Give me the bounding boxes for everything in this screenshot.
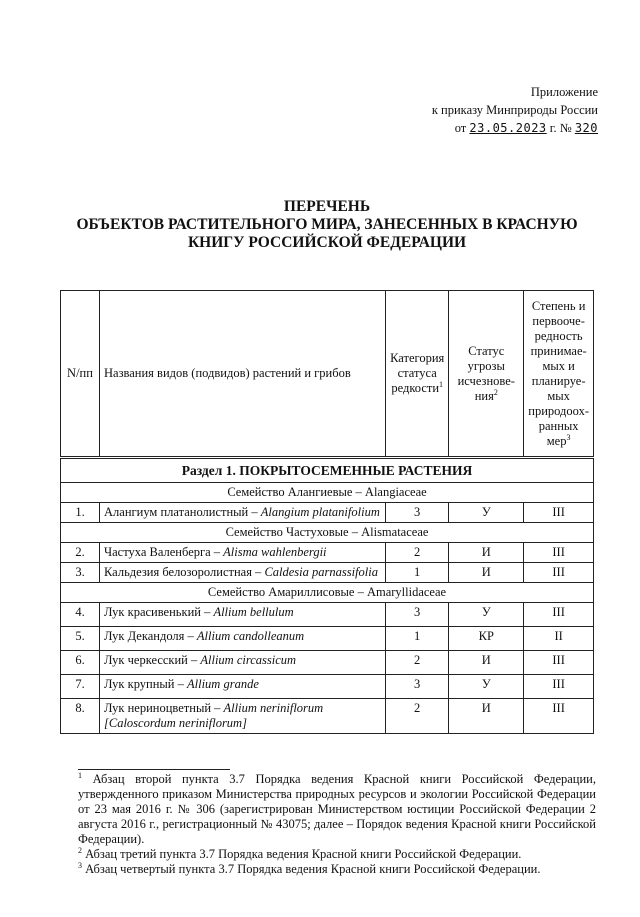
- species-table: [60, 290, 594, 734]
- table-header-row: [61, 291, 594, 458]
- category-cell: 1: [386, 563, 449, 583]
- category-cell: 3: [386, 503, 449, 523]
- title-line-2: ОБЪЕКТОВ РАСТИТЕЛЬНОГО МИРА, ЗАНЕСЕННЫХ В КРАСНУЮ: [76, 216, 578, 233]
- family-alismataceae: Семейство Частуховые – Alismataceae: [61, 523, 594, 543]
- table-row: [61, 563, 594, 583]
- footnote-2-text: Абзац третий пункта 3.7 Порядка ведения Красной книги Российской Федерации.: [85, 847, 522, 861]
- approval-line-1: Приложение: [530, 85, 598, 99]
- family-row: [61, 483, 594, 503]
- table-row: [61, 675, 594, 699]
- footnote-ref-3: 3: [566, 432, 571, 442]
- year-suffix: г.: [549, 121, 557, 135]
- species-name-ru: Лук Декандоля –: [104, 629, 194, 643]
- degree-cell: III: [524, 543, 594, 563]
- species-synonym: [Caloscordum neriniflorum]: [104, 716, 247, 730]
- status-cell: И: [449, 699, 524, 734]
- category-cell: 3: [386, 603, 449, 627]
- species-name: [100, 503, 386, 523]
- species-name-ru: Алангиум платанолистный –: [104, 505, 258, 519]
- header-num: N/пп: [61, 291, 100, 458]
- row-num: 7.: [61, 675, 100, 699]
- species-name-lat: Allium bellulum: [213, 605, 294, 619]
- row-num: 4.: [61, 603, 100, 627]
- header-category: [386, 291, 449, 458]
- status-cell: У: [449, 603, 524, 627]
- family-row: [61, 523, 594, 543]
- table-row: [61, 627, 594, 651]
- row-num: 6.: [61, 651, 100, 675]
- footnote-1: [78, 772, 596, 847]
- species-name-lat: Caldesia parnassifolia: [264, 565, 378, 579]
- degree-cell: II: [524, 627, 594, 651]
- degree-cell: III: [524, 603, 594, 627]
- document-title: [60, 198, 594, 252]
- category-cell: 2: [386, 543, 449, 563]
- footnote-1-text: Абзац второй пункта 3.7 Порядка ведения Красной книги Российской Федерации, утвержденного приказом Министерства природных ресурсов и экологии Российской Федерации от 23 мая 2016 г. № 306 (зарегистрирован Министерством юстиции Российской Федерации 2 августа 2016 г., регистрационный № 43075; далее – Порядок ведения Красной книги Российской Федерации).: [78, 772, 596, 846]
- section-title: Раздел 1. ПОКРЫТОСЕМЕННЫЕ РАСТЕНИЯ: [61, 458, 594, 483]
- footnote-3: [78, 862, 596, 877]
- footnote-1-mark: 1: [78, 770, 82, 780]
- species-name-ru: Лук красивенький –: [104, 605, 211, 619]
- family-row: [61, 583, 594, 603]
- row-num: 1.: [61, 503, 100, 523]
- table-row: [61, 603, 594, 627]
- footnote-3-text: Абзац четвертый пункта 3.7 Порядка ведения Красной книги Российской Федерации.: [85, 862, 541, 876]
- row-num: 3.: [61, 563, 100, 583]
- species-name: [100, 543, 386, 563]
- title-line-1: ПЕРЕЧЕНЬ: [283, 198, 371, 215]
- row-num: 8.: [61, 699, 100, 734]
- row-num: 2.: [61, 543, 100, 563]
- table-row: [61, 503, 594, 523]
- degree-cell: III: [524, 699, 594, 734]
- status-cell: КР: [449, 627, 524, 651]
- header-status: [449, 291, 524, 458]
- species-name: [100, 627, 386, 651]
- status-cell: У: [449, 503, 524, 523]
- degree-cell: III: [524, 563, 594, 583]
- species-name-ru: Лук черкесский –: [104, 653, 198, 667]
- species-name-lat: Alisma wahlenbergii: [223, 545, 327, 559]
- date-prefix: от: [454, 121, 467, 135]
- species-name: [100, 603, 386, 627]
- footnote-2: [78, 847, 596, 862]
- handwritten-number: 320: [574, 121, 598, 135]
- species-name: [100, 699, 386, 734]
- degree-cell: III: [524, 503, 594, 523]
- header-name: Названия видов (подвидов) растений и грибов: [100, 291, 386, 458]
- number-prefix: №: [559, 121, 572, 135]
- row-num: 5.: [61, 627, 100, 651]
- species-name: [100, 563, 386, 583]
- status-cell: У: [449, 675, 524, 699]
- family-alangiaceae: Семейство Алангиевые – Alangiaceae: [61, 483, 594, 503]
- category-cell: 2: [386, 651, 449, 675]
- status-cell: И: [449, 543, 524, 563]
- species-name-ru: Кальдезия белозоролистная –: [104, 565, 262, 579]
- species-name-lat: Allium grande: [187, 677, 259, 691]
- header-degree: [524, 291, 594, 458]
- species-name: [100, 651, 386, 675]
- footnotes: [78, 772, 596, 877]
- species-name-lat: Allium circassicum: [200, 653, 297, 667]
- status-cell: И: [449, 563, 524, 583]
- degree-cell: III: [524, 675, 594, 699]
- header-category-text: Категория статуса редкости: [390, 351, 445, 395]
- category-cell: 3: [386, 675, 449, 699]
- table-row: [61, 699, 594, 734]
- species-name-ru: Лук крупный –: [104, 677, 184, 691]
- approval-date-line: [432, 119, 598, 137]
- status-cell: И: [449, 651, 524, 675]
- table-row: [61, 651, 594, 675]
- species-name: [100, 675, 386, 699]
- footnote-2-mark: 2: [78, 845, 82, 855]
- species-name-lat: Allium neriniflorum: [223, 701, 324, 715]
- species-name-ru: Лук нериноцветный –: [104, 701, 221, 715]
- footnote-3-mark: 3: [78, 860, 82, 870]
- species-name-lat: Allium candolleanum: [196, 629, 305, 643]
- footnote-ref-1: 1: [439, 379, 444, 389]
- handwritten-date: 23.05.2023: [469, 121, 547, 135]
- approval-line-2: к приказу Минприроды России: [431, 103, 598, 117]
- degree-cell: III: [524, 651, 594, 675]
- category-cell: 2: [386, 699, 449, 734]
- species-name-lat: Alangium platanifolium: [260, 505, 380, 519]
- section-row: [61, 458, 594, 483]
- approval-block: [432, 83, 598, 137]
- category-cell: 1: [386, 627, 449, 651]
- species-name-ru: Частуха Валенберга –: [104, 545, 221, 559]
- header-degree-text: Степень и первооче-редность принимае-мых и планируе-мых природоох-ранных мер: [528, 298, 589, 448]
- footnote-separator: [78, 769, 230, 770]
- table-row: [61, 543, 594, 563]
- footnote-ref-2: 2: [493, 387, 498, 397]
- header-status-text: Статус угрозы исчезнове-ния: [457, 343, 515, 403]
- family-amaryllidaceae: Семейство Амариллисовые – Amaryllidaceae: [61, 583, 594, 603]
- title-line-3: КНИГУ РОССИЙСКОЙ ФЕДЕРАЦИИ: [187, 234, 467, 251]
